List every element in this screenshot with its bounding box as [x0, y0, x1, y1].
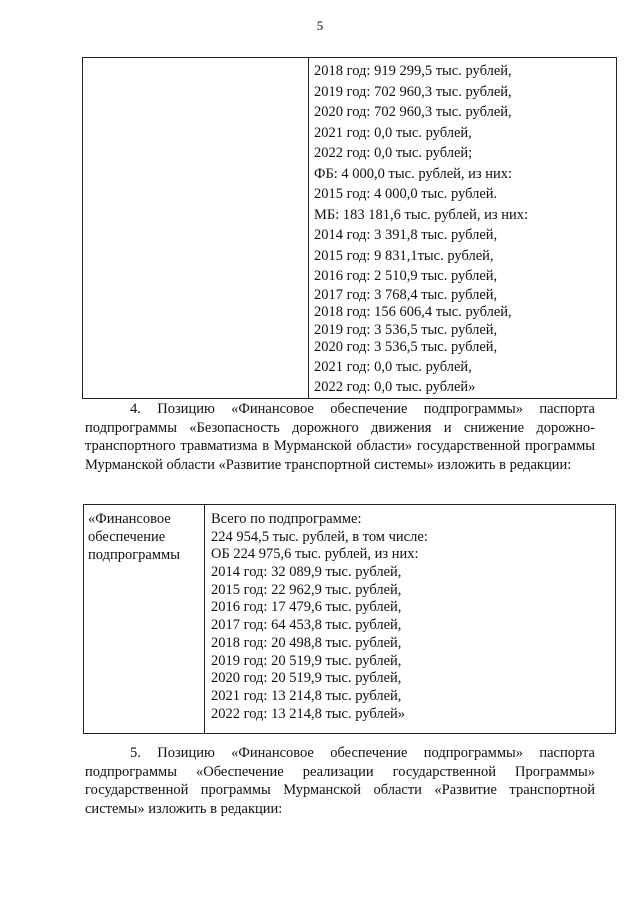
financing-line: 2020 год: 3 536,5 тыс. рублей, [314, 339, 498, 355]
financing-line: 2021 год: 13 214,8 тыс. рублей, [211, 687, 402, 704]
financing-line: 2021 год: 0,0 тыс. рублей, [314, 358, 472, 375]
financing-line: 2019 год: 3 536,5 тыс. рублей, [314, 321, 498, 338]
financing-line: 2022 год: 0,0 тыс. рублей» [314, 379, 476, 395]
financing-line: МБ: 183 181,6 тыс. рублей, из них: [314, 206, 528, 223]
financing-line: 2014 год: 32 089,9 тыс. рублей, [211, 564, 402, 581]
financing-line: 224 954,5 тыс. рублей, в том числе: [211, 528, 428, 545]
financing-line: 2016 год: 2 510,9 тыс. рублей, [314, 268, 498, 284]
financing-line: 2020 год: 702 960,3 тыс. рублей, [314, 104, 512, 120]
financing-line: ОБ 224 975,6 тыс. рублей, из них: [211, 546, 419, 563]
financing-line: 2020 год: 20 519,9 тыс. рублей, [211, 670, 402, 687]
financing-line: 2016 год: 17 479,6 тыс. рублей, [211, 599, 402, 616]
page-number: 5 [316, 18, 324, 33]
label-line: «Финансовое [88, 511, 171, 527]
financing-values-cell [205, 505, 616, 734]
financing-line: 2014 год: 3 391,8 тыс. рублей, [314, 227, 498, 243]
financing-line: 2018 год: 156 606,4 тыс. рублей, [314, 304, 512, 320]
financing-line: 2022 год: 0,0 тыс. рублей; [314, 145, 473, 161]
financing-line: 2019 год: 20 519,9 тыс. рублей, [211, 652, 402, 669]
financing-line: 2022 год: 13 214,8 тыс. рублей» [211, 705, 406, 722]
financing-line: ФБ: 4 000,0 тыс. рублей, из них: [314, 165, 513, 182]
financing-line: 2015 год: 9 831,1тыс. рублей, [314, 247, 494, 264]
paragraph-5: 5. Позицию «Финансовое обеспечение подпрограммы» паспорта подпрограммы «Обеспечение реализации государственной Программы» государственной программы Мурманской области «Развитие транспортной системы» изложить в редакции: [85, 745, 595, 817]
financing-line: 2017 год: 3 768,4 тыс. рублей, [314, 286, 498, 303]
financing-table-subprogram [83, 504, 616, 734]
financing-line: 2015 год: 4 000,0 тыс. рублей. [314, 186, 498, 202]
financing-table-continued [82, 57, 617, 399]
financing-values-cell [309, 58, 617, 399]
label-line: обеспечение [88, 529, 166, 545]
empty-label-cell [83, 58, 309, 399]
financing-line: 2018 год: 919 299,5 тыс. рублей, [314, 63, 512, 79]
financing-line: 2021 год: 0,0 тыс. рублей, [314, 124, 472, 141]
financing-line: 2018 год: 20 498,8 тыс. рублей, [211, 634, 402, 651]
label-line: подпрограммы [88, 547, 180, 563]
financing-line: 2017 год: 64 453,8 тыс. рублей, [211, 617, 402, 634]
financing-label-cell [84, 505, 205, 734]
financing-line: 2015 год: 22 962,9 тыс. рублей, [211, 581, 402, 598]
financing-line: 2019 год: 702 960,3 тыс. рублей, [314, 83, 512, 100]
financing-line: Всего по подпрограмме: [211, 511, 362, 527]
paragraph-4: 4. Позицию «Финансовое обеспечение подпрограммы» паспорта подпрограммы «Безопасность дорожного движения и снижение дорожно-транспортного травматизма в Мурманской области» государственной программы Мурманской области «Развитие транспортной системы» изложить в редакции: [85, 401, 595, 473]
